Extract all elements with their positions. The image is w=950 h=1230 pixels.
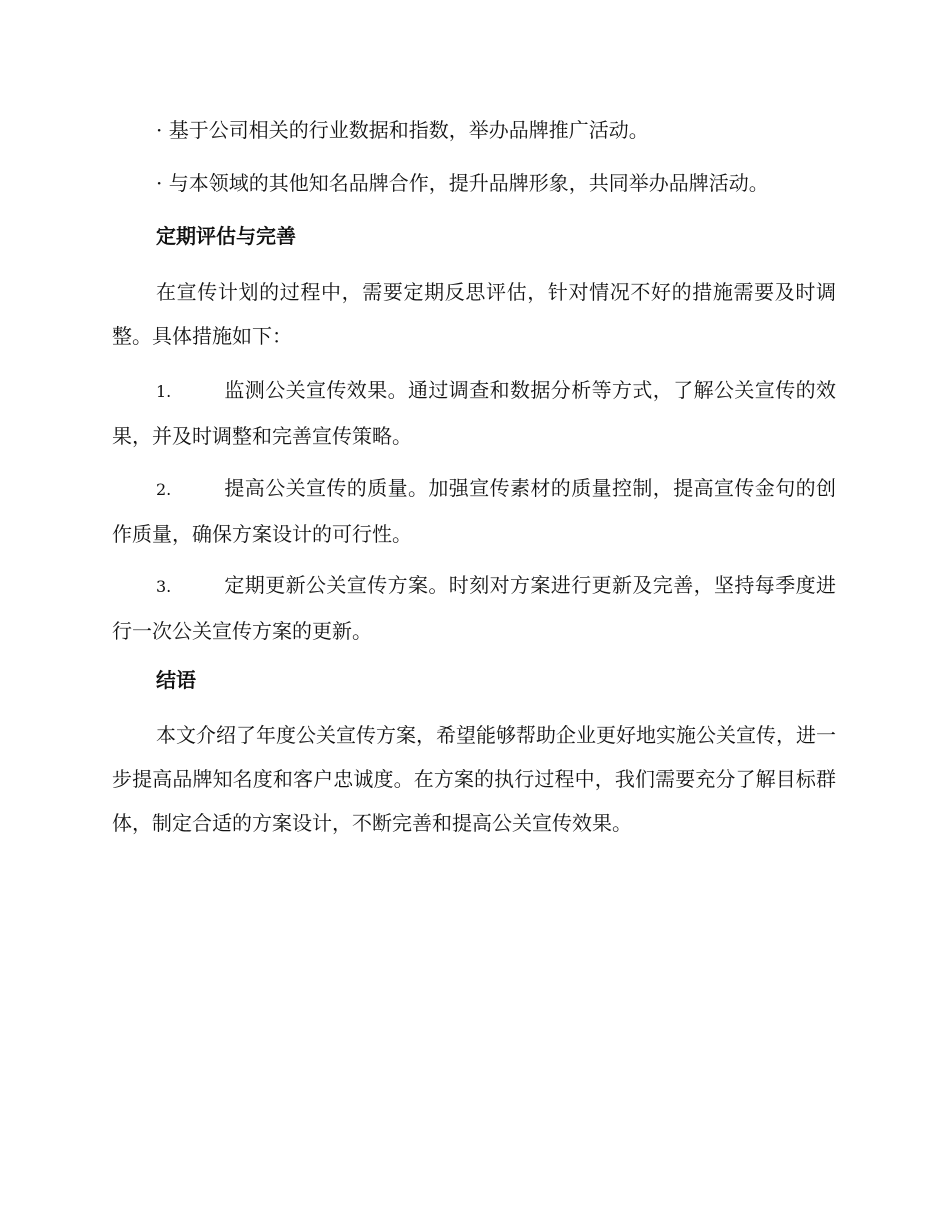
conclusion-paragraph: 本文介绍了年度公关宣传方案，希望能够帮助企业更好地实施公关宣传，进一步提高品牌知名度和客户忠诚度。在方案的执行过程中，我们需要充分了解目标群体，制定合适的方案设计，不断完善和提高公关宣传效果。 [112,723,836,835]
list-item-2 [112,466,836,556]
list-item-1 [112,368,836,458]
section-heading-review: 定期评估与完善 [156,224,296,248]
list-item-text: 监测公关宣传效果。通过调查和数据分析等方式，了解公关宣传的效果，并及时调整和完善宣传策略。 [112,378,836,448]
bullet-item-2: · 与本领域的其他知名品牌合作，提升品牌形象，共同举办品牌活动。 [156,171,769,195]
list-item-number: 1. [156,382,172,401]
bullet-item-1: · 基于公司相关的行业数据和指数，举办品牌推广活动。 [156,118,649,142]
list-item-number: 2. [156,480,172,499]
section-heading-conclusion: 结语 [156,668,196,692]
list-item-text: 定期更新公关宣传方案。时刻对方案进行更新及完善，坚持每季度进行一次公关宣传方案的更新。 [112,573,836,643]
list-item-text: 提高公关宣传的质量。加强宣传素材的质量控制，提高宣传金句的创作质量，确保方案设计的可行性。 [112,476,836,546]
list-item-3 [112,563,836,653]
review-intro-paragraph: 在宣传计划的过程中，需要定期反思评估，针对情况不好的措施需要及时调整。具体措施如下： [112,280,836,348]
list-item-number: 3. [156,577,172,596]
